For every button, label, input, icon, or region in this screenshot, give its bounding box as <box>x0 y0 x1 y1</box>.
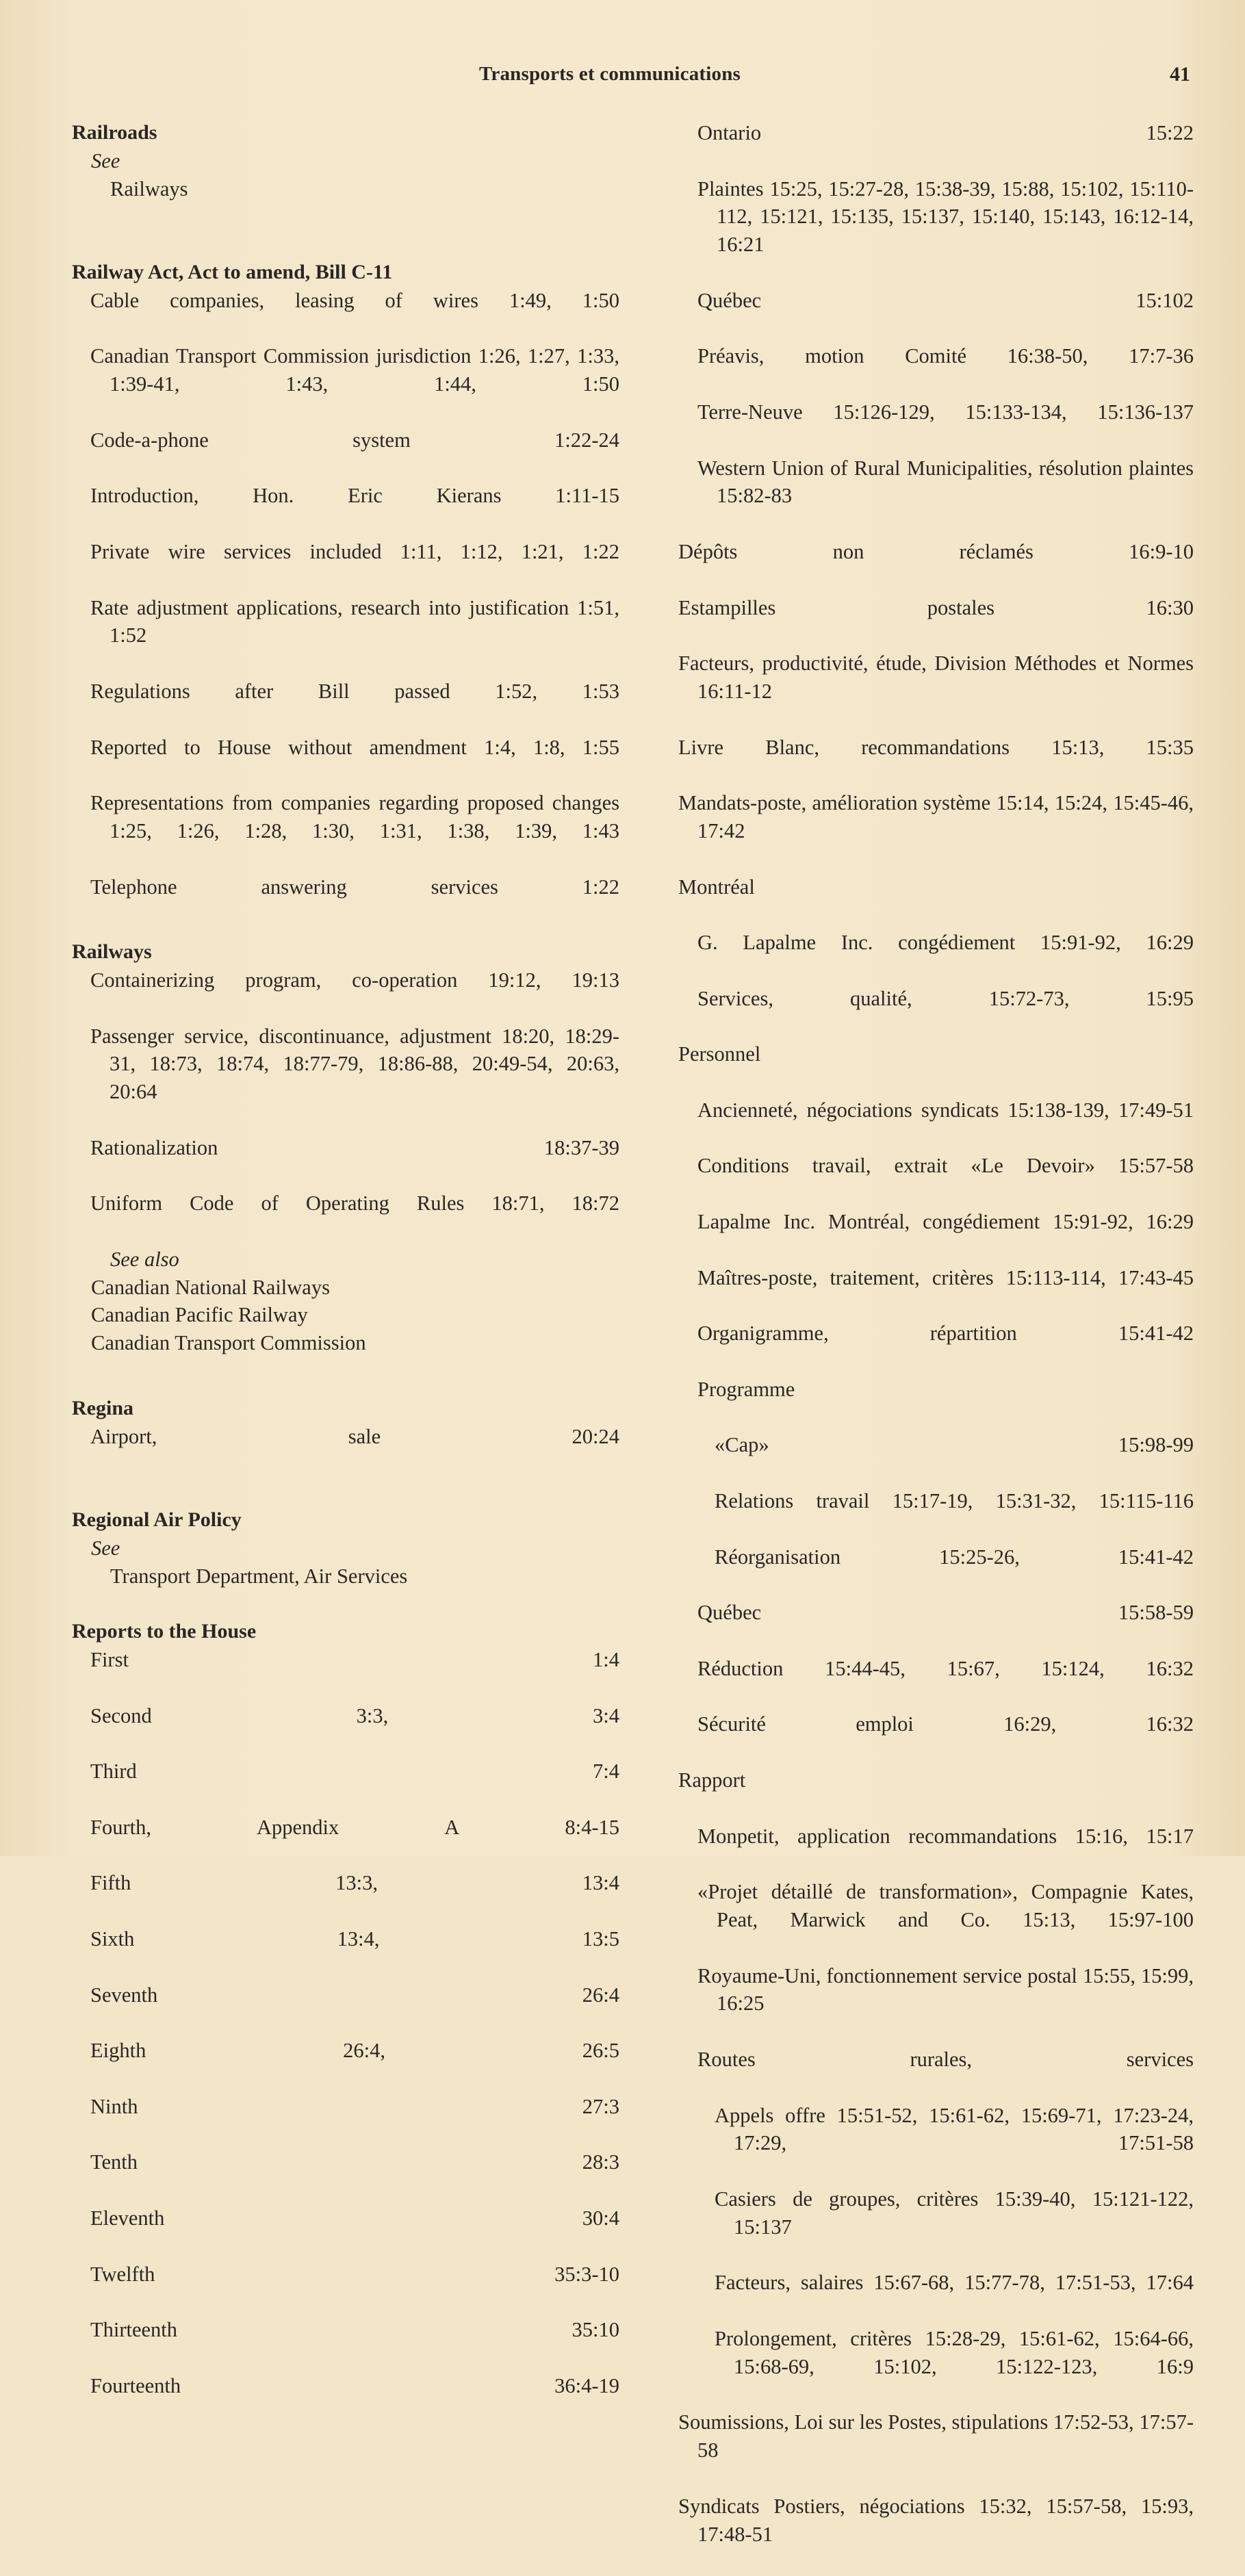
index-entry: Fourth, Appendix A 8:4-15 <box>90 1815 619 1839</box>
index-entry: Programme <box>697 1377 795 1401</box>
see-label: See <box>91 149 120 172</box>
index-entry: Telephone answering services 1:22 <box>90 875 619 899</box>
index-heading-railways: Railways <box>72 940 152 964</box>
index-entry: Tenth 28:3 <box>90 2150 619 2174</box>
index-entry: Syndicats Postiers, négociations 15:32, 15:57-58, 15:93, 17:48-51 <box>678 2494 1194 2546</box>
index-entry: Québec 15:58-59 <box>697 1601 1194 1625</box>
index-entry: Ninth 27:3 <box>90 2094 619 2118</box>
index-entry: Royaume-Uni, fonctionnement service postal 15:55, 15:99, 16:25 <box>697 1963 1194 2015</box>
index-entry: Personnel <box>678 1042 761 1066</box>
index-entry: Eighth 26:4, 26:5 <box>90 2039 619 2063</box>
index-entry: Préavis, motion Comité 16:38-50, 17:7-36 <box>697 344 1194 368</box>
index-entry: Sixth 13:4, 13:5 <box>90 1927 619 1950</box>
index-heading-regional-air-policy: Regional Air Policy <box>72 1508 242 1532</box>
index-heading-regina: Regina <box>72 1396 133 1419</box>
index-entry: Estampilles postales 16:30 <box>678 595 1194 619</box>
index-entry: Appels offre 15:51-52, 15:61-62, 15:69-71, 17:23-24, 17:29, 17:51-58 <box>715 2103 1194 2155</box>
index-entry: Airport, sale 20:24 <box>90 1424 619 1448</box>
index-entry: Containerizing program, co-operation 19:12, 19:13 <box>90 968 619 992</box>
index-entry: Mandats-poste, amélioration système 15:14, 15:24, 15:45-46, 17:42 <box>678 791 1194 842</box>
index-entry: Western Union of Rural Municipalities, résolution plaintes 15:82-83 <box>697 456 1194 508</box>
index-entry: Private wire services included 1:11, 1:12, 1:21, 1:22 <box>90 539 619 563</box>
index-entry: Lapalme Inc. Montréal, congédiement 15:91-92, 16:29 <box>697 1210 1194 1234</box>
index-entry: Uniform Code of Operating Rules 18:71, 18:72 <box>90 1192 619 1215</box>
index-entry: Dépôts non réclamés 16:9-10 <box>678 539 1194 563</box>
index-entry: Terre-Neuve 15:126-129, 15:133-134, 15:136-137 <box>697 400 1194 424</box>
index-entry: Passenger service, discontinuance, adjustment 18:20, 18:29-31, 18:73, 18:74, 18:77-79, 18:86-88, 20:49-54, 20:63, 20:64 <box>90 1024 619 1104</box>
see-reference: Canadian National Railways <box>91 1275 330 1299</box>
running-title: Transports et communications <box>479 63 741 85</box>
index-entry: Québec 15:102 <box>697 288 1194 312</box>
see-also-label: See also <box>110 1247 179 1271</box>
index-entry: Code-a-phone system 1:22-24 <box>90 428 619 452</box>
index-entry: Organigramme, répartition 15:41-42 <box>697 1322 1194 1345</box>
index-entry: Routes rurales, services <box>697 2047 1194 2071</box>
see-reference: Canadian Transport Commission <box>91 1331 366 1355</box>
index-entry: Introduction, Hon. Eric Kierans 1:11-15 <box>90 484 619 508</box>
index-entry: Ontario 15:22 <box>697 121 1194 144</box>
index-heading-reports: Reports to the House <box>72 1620 257 1643</box>
index-entry: Casiers de groupes, critères 15:39-40, 15:121-122, 15:137 <box>715 2187 1194 2239</box>
page-number: 41 <box>1170 63 1190 86</box>
right-column <box>660 119 1194 2576</box>
index-entry: Facteurs, salaires 15:67-68, 15:77-78, 17:51-53, 17:64 <box>715 2271 1194 2295</box>
index-entry: Second 3:3, 3:4 <box>90 1703 619 1727</box>
index-entry: Reported to House without amendment 1:4, 1:8, 1:55 <box>90 735 619 759</box>
index-entry: Monpetit, application recommandations 15:16, 15:17 <box>697 1824 1194 1848</box>
index-entry: Eleventh 30:4 <box>90 2206 619 2230</box>
index-entry: Canadian Transport Commission jurisdiction 1:26, 1:27, 1:33, 1:39-41, 1:43, 1:44, 1:50 <box>90 344 619 396</box>
index-entry: Facteurs, productivité, étude, Division Méthodes et Normes 16:11-12 <box>678 652 1194 703</box>
index-entry: «Projet détaillé de transformation», Compagnie Kates, Peat, Marwick and Co. 15:13, 15:97-100 <box>697 1880 1194 1931</box>
index-entry: Regulations after Bill passed 1:52, 1:53 <box>90 679 619 703</box>
index-entry: Prolongement, critères 15:28-29, 15:61-62, 15:64-66, 15:68-69, 15:102, 15:122-123, 16:9 <box>715 2326 1194 2378</box>
index-entry: Maîtres-poste, traitement, critères 15:113-114, 17:43-45 <box>697 1265 1194 1289</box>
index-entry: Seventh 26:4 <box>90 1983 619 2007</box>
index-entry: Thirteenth 35:10 <box>90 2318 619 2342</box>
left-column <box>72 119 619 2427</box>
index-entry: Rationalization 18:37-39 <box>90 1135 619 1159</box>
index-entry: Third 7:4 <box>90 1760 619 1783</box>
index-entry: Twelfth 35:3-10 <box>90 2262 619 2286</box>
index-entry: Cable companies, leasing of wires 1:49, 1:50 <box>90 288 619 312</box>
index-entry: Fourteenth 36:4-19 <box>90 2373 619 2397</box>
index-entry: Sécurité emploi 16:29, 16:32 <box>697 1712 1194 1736</box>
index-entry: Montréal <box>678 875 755 899</box>
index-heading-railroads: Railroads <box>72 121 157 144</box>
index-entry: Réorganisation 15:25-26, 15:41-42 <box>715 1545 1194 1569</box>
index-entry: Plaintes 15:25, 15:27-28, 15:38-39, 15:88, 15:102, 15:110-112, 15:121, 15:135, 15:137, 15:140, 15:143, 16:12-14, 16:21 <box>697 177 1194 257</box>
running-head <box>0 63 1245 97</box>
index-entry: Representations from companies regarding proposed changes 1:25, 1:26, 1:28, 1:30, 1:31, 1:38, 1:39, 1:43 <box>90 791 619 842</box>
index-entry: First 1:4 <box>90 1648 619 1672</box>
see-reference: Canadian Pacific Railway <box>91 1303 308 1327</box>
index-entry: Rate adjustment applications, research into justification 1:51, 1:52 <box>90 595 619 647</box>
index-heading-railway-act: Railway Act, Act to amend, Bill C-11 <box>72 260 393 283</box>
index-entry: Relations travail 15:17-19, 15:31-32, 15:115-116 <box>715 1489 1194 1513</box>
see-reference: Railways <box>110 177 188 201</box>
index-entry: Conditions travail, extrait «Le Devoir» 15:57-58 <box>697 1154 1194 1178</box>
index-entry: G. Lapalme Inc. congédiement 15:91-92, 16:29 <box>697 931 1194 955</box>
see-reference: Transport Department, Air Services <box>110 1564 408 1588</box>
index-entry: Soumissions, Loi sur les Postes, stipulations 17:52-53, 17:57-58 <box>678 2410 1194 2462</box>
see-label: See <box>91 1536 120 1560</box>
index-entry: Services, qualité, 15:72-73, 15:95 <box>697 986 1194 1010</box>
index-entry: Ancienneté, négociations syndicats 15:138-139, 17:49-51 <box>697 1098 1194 1122</box>
index-entry: Réduction 15:44-45, 15:67, 15:124, 16:32 <box>697 1656 1194 1680</box>
index-entry: Livre Blanc, recommandations 15:13, 15:35 <box>678 735 1194 759</box>
index-entry: Rapport <box>678 1768 746 1792</box>
index-entry: «Cap» 15:98-99 <box>715 1433 1194 1457</box>
index-entry: Fifth 13:3, 13:4 <box>90 1871 619 1895</box>
